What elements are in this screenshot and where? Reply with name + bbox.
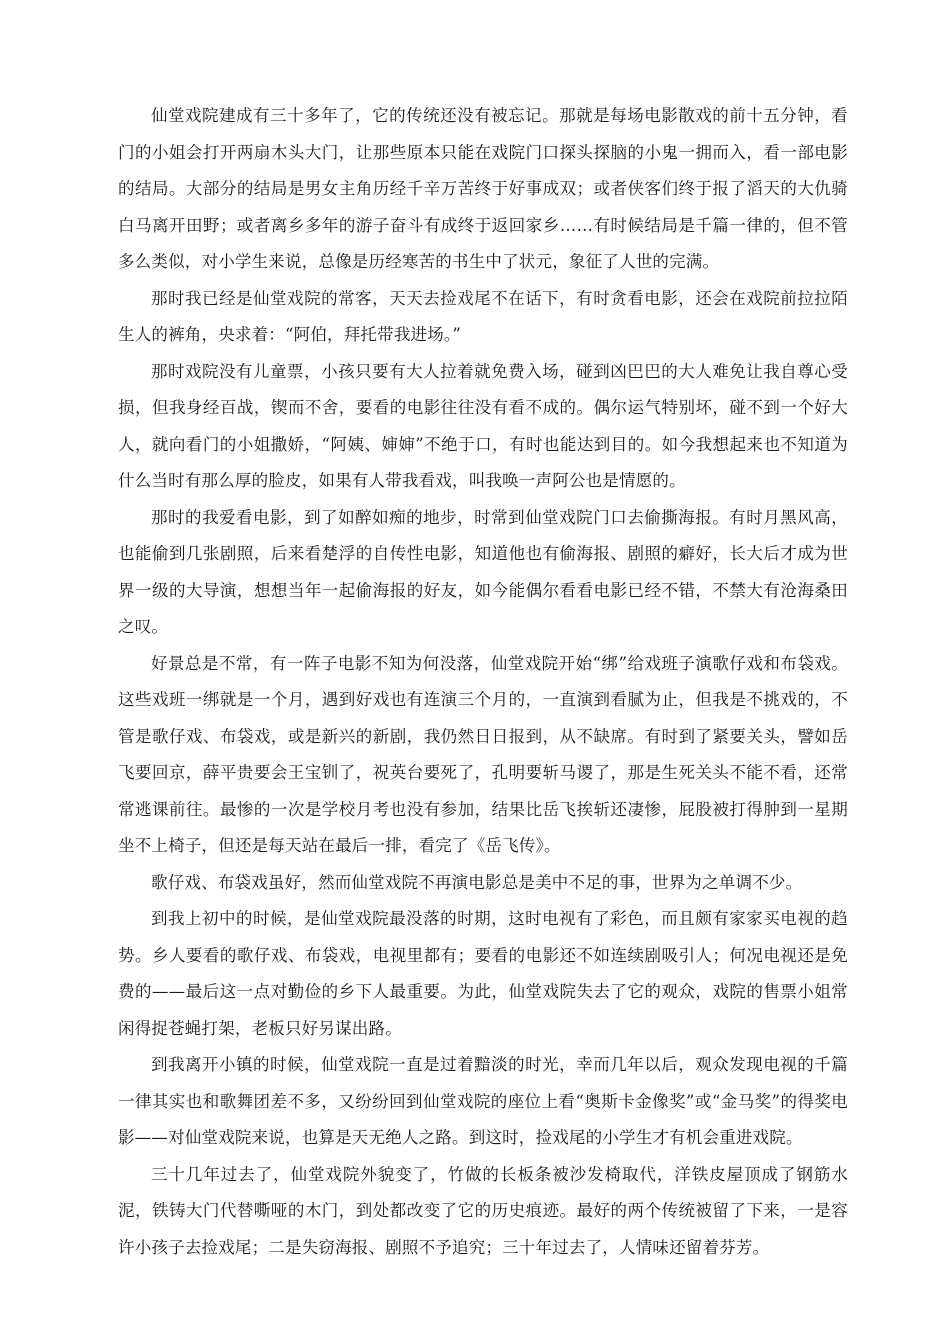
paragraph-9: 三十几年过去了，仙堂戏院外貌变了，竹做的长板条被沙发椅取代，洋铁皮屋顶成了钢筋水泥，铁铸大门代替嘶哑的木门，到处都改变了它的历史痕迹。最好的两个传统被留了下来，一是容许小孩子去捡戏尾；二是失窃海报、剧照不予追究；三十年过去了，人情味还留着芬芳。 (118, 1164, 848, 1257)
paragraph-2: 那时我已经是仙堂戏院的常客，天天去捡戏尾不在话下，有时贪看电影，还会在戏院前拉拉陌生人的裤角，央求着：“阿伯，拜托带我进场。” (118, 288, 848, 344)
document-page (118, 98, 848, 1266)
paragraph-5: 好景总是不常，有一阵子电影不知为何没落，仙堂戏院开始“绑”给戏班子演歌仔戏和布袋戏。这些戏班一绑就是一个月，遇到好戏也有连演三个月的，一直演到看腻为止，但我是不挑戏的，不管是歌仔戏、布袋戏，或是新兴的新剧，我仍然日日报到，从不缺席。有时到了紧要关头，譬如岳飞要回京，薛平贵要会王宝钏了，祝英台要死了，孔明要斩马谡了，那是生死关头不能不看，还常常逃课前往。最惨的一次是学校月考也没有参加，结果比岳飞挨斩还凄惨，屁股被打得肿到一星期坐不上椅子，但还是每天站在最后一排，看完了《岳飞传》。 (118, 653, 848, 855)
paragraph-4: 那时的我爱看电影，到了如醉如痴的地步，时常到仙堂戏院门口去偷撕海报。有时月黑风高，也能偷到几张剧照，后来看楚浮的自传性电影，知道他也有偷海报、剧照的癖好，长大后才成为世界一级的大导演，想想当年一起偷海报的好友，如今能偶尔看看电影已经不错，不禁大有沧海桑田之叹。 (118, 507, 848, 636)
paragraph-6: 歌仔戏、布袋戏虽好，然而仙堂戏院不再演电影总是美中不足的事，世界为之单调不少。 (151, 872, 803, 892)
paragraph-3: 那时戏院没有儿童票，小孩只要有大人拉着就免费入场，碰到凶巴巴的大人难免让我自尊心受损，但我身经百战，锲而不舍，要看的电影往往没有看不成的。偶尔运气特别坏，碰不到一个好大人，就向看门的小姐撒娇，“阿姨、婶婶”不绝于口，有时也能达到目的。如今我想起来也不知道为什么当时有那么厚的脸皮，如果有人带我看戏，叫我唤一声阿公也是情愿的。 (118, 361, 848, 490)
paragraph-8: 到我离开小镇的时候，仙堂戏院一直是过着黯淡的时光，幸而几年以后，观众发现电视的千篇一律其实也和歌舞团差不多，又纷纷回到仙堂戏院的座位上看“奥斯卡金像奖”或“金马奖”的得奖电影——对仙堂戏院来说，也算是天无绝人之路。到这时，捡戏尾的小学生才有机会重进戏院。 (118, 1055, 848, 1147)
paragraph-7: 到我上初中的时候，是仙堂戏院最没落的时期，这时电视有了彩色，而且颇有家家买电视的趋势。乡人要看的歌仔戏、布袋戏，电视里都有；要看的电影还不如连续剧吸引人；何况电视还是免费的——最后这一点对勤俭的乡下人最重要。为此，仙堂戏院失去了它的观众，戏院的售票小姐常闲得捉苍蝇打架，老板只好另谋出路。 (118, 909, 848, 1038)
paragraph-1: 仙堂戏院建成有三十多年了，它的传统还没有被忘记。那就是每场电影散戏的前十五分钟，看门的小姐会打开两扇木头大门，让那些原本只能在戏院门口探头探脑的小鬼一拥而入，看一部电影的结局。大部分的结局是男女主角历经千辛万苦终于好事成双；或者侠客们终于报了滔天的大仇骑白马离开田野；或者离乡多年的游子奋斗有成终于返回家乡……有时候结局是千篇一律的，但不管多么类似，对小学生来说，总像是历经寒苦的书生中了状元，象征了人世的完满。 (118, 106, 848, 271)
